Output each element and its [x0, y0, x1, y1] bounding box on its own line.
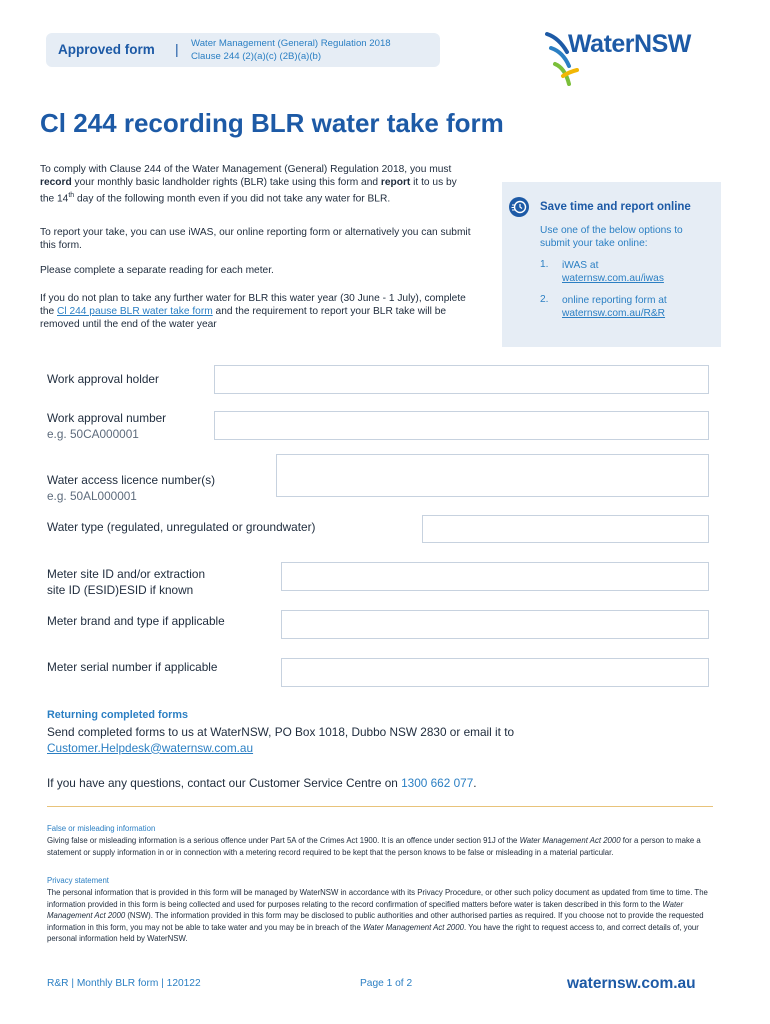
work-approval-number-label: Work approval number e.g. 50CA000001 [47, 411, 167, 441]
pause-blr-form-link[interactable]: Cl 244 pause BLR water take form [57, 306, 213, 318]
meter-serial-label: Meter serial number if applicable [47, 660, 218, 674]
badge-separator: | [175, 41, 179, 57]
helpdesk-email-link[interactable]: Customer.Helpdesk@waternsw.com.au [47, 740, 254, 755]
option-online-form [562, 294, 712, 320]
option-number-2: 2. [540, 294, 549, 305]
water-access-licence-hint: e.g. 50AL000001 [47, 488, 137, 503]
meter-brand-input[interactable] [281, 610, 709, 639]
divider [47, 806, 713, 807]
footer-website[interactable]: waternsw.com.au [567, 975, 696, 992]
sidebox-lead: Use one of the below options to submit your take online: [540, 225, 683, 250]
iwas-link[interactable]: waternsw.com.au/iwas [562, 273, 664, 285]
returning-forms-heading: Returning completed forms [47, 709, 188, 721]
approved-form-label: Approved form [58, 42, 155, 57]
privacy-heading: Privacy statement [47, 876, 109, 885]
questions-text: If you have any questions, contact our Customer Service Centre on 1300 662 077. [47, 776, 477, 790]
water-type-label: Water type (regulated, unregulated or groundwater) [47, 520, 316, 534]
option-number-1: 1. [540, 259, 549, 270]
page-title: Cl 244 recording BLR water take form [40, 108, 504, 138]
returning-forms-text: Send completed forms to us at WaterNSW, PO Box 1018, Dubbo NSW 2830 or email it to Customer.Helpdesk@waternsw.com.au [47, 725, 515, 755]
option-label: iWAS at [562, 260, 599, 271]
work-approval-holder-input[interactable] [214, 365, 709, 394]
false-info-text: Giving false or misleading information is a serious offence under Part 5A of the Crimes Act 1900. It is an offence under section 91J of the Water Management Act 2000 for a person to make a statement or supply information in or in connection with a metering record required to be kept that the person knows to be false or misleading in a material particular. [47, 836, 701, 857]
logo-wordmark: WaterNSW [568, 30, 691, 58]
page-number: Page 1 of 2 [360, 978, 413, 989]
option-iwas [562, 259, 712, 285]
option-label: online reporting form at [562, 295, 667, 306]
intro-paragraph-2: To report your take, you can use iWAS, our online reporting form or alternatively you can submit this form. [40, 227, 471, 252]
clause-reference: Clause 244 (2)(a)(c) (2B)(a)(b) [191, 51, 322, 62]
work-approval-number-input[interactable] [214, 411, 709, 440]
meter-serial-input[interactable] [281, 658, 709, 687]
intro-paragraph-4: If you do not plan to take any further water for BLR this water year (30 June - 1 July), complete the Cl 244 pause BLR water take form and the requirement to report your BLR take will be removed until the end of the water year [40, 293, 466, 331]
intro-paragraph-3: Please complete a separate reading for each meter. [40, 265, 274, 276]
fast-clock-icon [509, 197, 529, 217]
customer-service-phone[interactable]: 1300 662 077 [401, 776, 474, 790]
work-approval-holder-label: Work approval holder [47, 372, 159, 386]
water-access-licence-input[interactable] [276, 454, 709, 497]
footer-form-reference: R&R | Monthly BLR form | 120122 [47, 978, 201, 989]
regulation-name: Water Management (General) Regulation 2018 [191, 38, 391, 49]
false-info-heading: False or misleading information [47, 824, 156, 833]
work-approval-number-hint: e.g. 50CA000001 [47, 426, 139, 441]
meter-site-id-input[interactable] [281, 562, 709, 591]
meter-site-id-label: Meter site ID and/or extraction site ID (ESID)ESID if known [47, 567, 206, 597]
privacy-text: The personal information that is provided in this form will be managed by WaterNSW in accordance with its Privacy Procedure, or other such policy document as updated from time to time. The information provided in this form is being collected and used for purposes relating to the record confirmation of specified matters before water is taken described in this form to the Water Management Act 2000 (NSW). The information provided in this form may be disclosed to public authorities and other authorised parties as required. If you choose not to provide the requested information in this form, you may not be able to take water and you may be in breach of the Water Management Act 2000. You have the right to request access to, and correct details of, your personal information held by WaterNSW. [47, 888, 708, 943]
water-access-licence-label: Water access licence number(s) e.g. 50AL000001 [47, 473, 216, 503]
regulation-reference [191, 37, 391, 63]
sidebox-title: Save time and report online [540, 201, 691, 213]
water-type-input[interactable] [422, 515, 709, 543]
online-form-link[interactable]: waternsw.com.au/R&R [562, 308, 666, 320]
intro-paragraph-1: To comply with Clause 244 of the Water Management (General) Regulation 2018, you must record your monthly basic landholder rights (BLR) take using this form and report it to us by the 14th day of the following month even if you did not take any water for BLR. [40, 164, 457, 205]
meter-brand-label: Meter brand and type if applicable [47, 614, 225, 628]
